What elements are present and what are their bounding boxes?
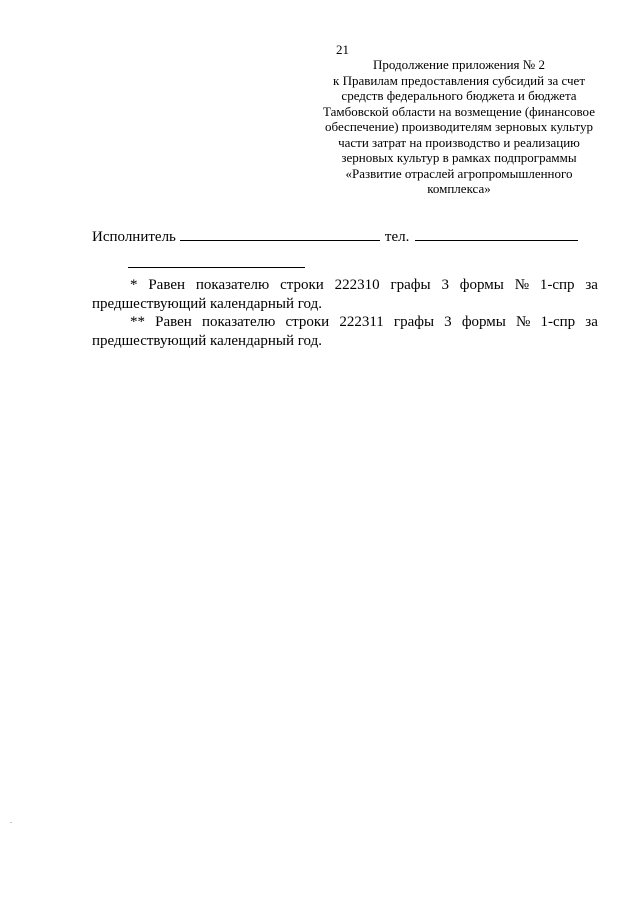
footnote-1-first-line [92,276,598,295]
footnote-word: № [516,314,531,330]
footnote-word: строки [285,314,330,330]
footnote-word: за [585,277,598,293]
footnote-word: 3 [444,314,452,330]
footnote-word: графы [393,314,435,330]
footnote-word: Равен [148,277,186,293]
footnote-word: Равен [155,314,192,330]
header-line: комплекса» [427,181,491,196]
footnote-word: 3 [441,277,449,293]
footnote-2-first-line [92,313,598,332]
footnote-2 [92,313,598,351]
footnote-word: графы [390,277,431,293]
header-line: зерновых культур в рамках подпрограммы [341,150,577,165]
header-line: Тамбовской области на возмещение (финансовое [323,103,595,119]
footnote-word: формы [461,314,506,330]
footnote-word: за [585,314,598,330]
header-line: части затрат на производство и реализацию [338,134,580,150]
header-line: обеспечение) производителям зерновых культур [325,119,593,134]
header-line: «Развитие отраслей агропромышленного [345,165,573,181]
footnote-word: показателю [195,277,270,293]
header-line: Продолжение приложения № 2 [373,57,545,72]
footnote-word: формы [459,277,504,293]
executor-signature-line [180,226,380,241]
footnote-word: ** [130,314,145,330]
footnote-word: * [130,277,138,293]
phone-label: тел. [384,229,410,245]
footnote-word: показателю [201,314,276,330]
executor-signature-row [92,226,578,246]
footnote-1-continuation: предшествующий календарный год. [92,296,322,312]
header-line: средств федерального бюджета и бюджета [341,88,577,103]
footnote-word: 222310 [334,277,380,293]
footnote-word: 1-спр [539,277,575,293]
footnote-separator [128,267,305,268]
appendix-header [300,57,618,197]
footnote-word: 1-спр [540,314,576,330]
footnote-word: строки [280,277,324,293]
footnote-word: 222311 [339,314,384,330]
footnote-2-continuation: предшествующий календарный год. [92,333,322,349]
page-number: 21 [336,42,349,57]
phone-line [415,226,578,241]
header-line: к Правилам предоставления субсидий за счет [333,72,585,88]
footnote-word: № [514,277,529,293]
margin-mark: . [10,816,12,825]
footnote-1 [92,276,598,314]
executor-label: Исполнитель [92,229,176,245]
